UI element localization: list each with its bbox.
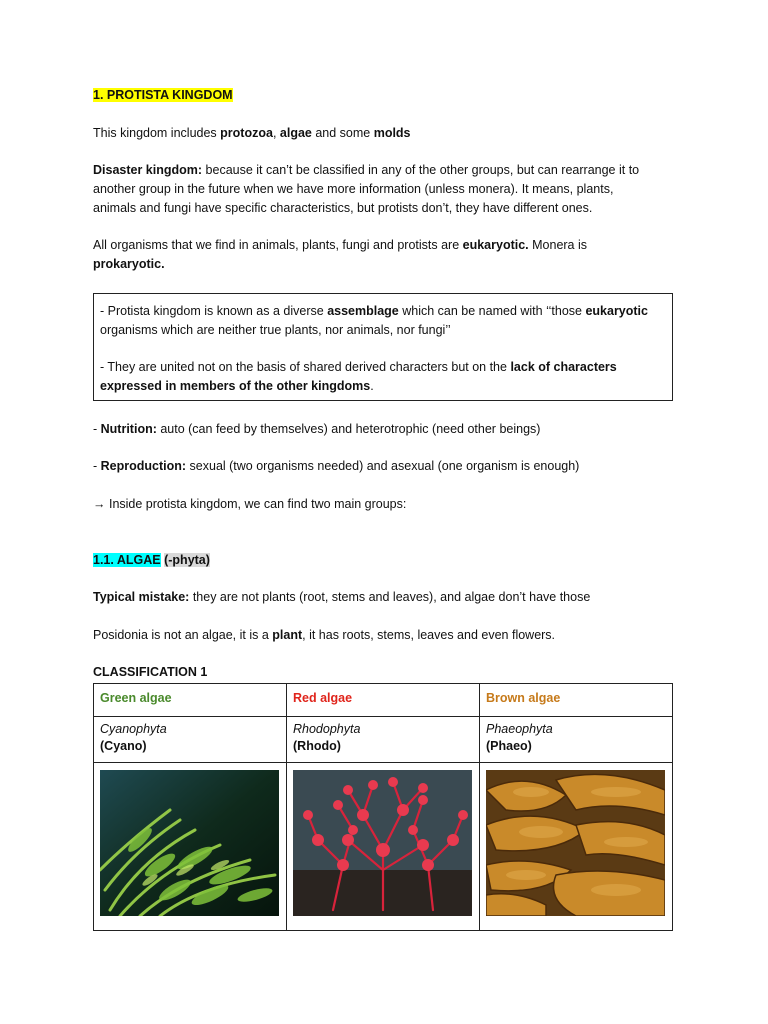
dash: - xyxy=(93,422,101,436)
bold-term-plant: plant xyxy=(272,628,303,642)
brown-algae-image-cell xyxy=(480,763,673,931)
bold-label: Disaster kingdom: xyxy=(93,163,203,177)
table-names-row xyxy=(94,717,673,763)
section-heading-text: 1. PROTISTA KINGDOM xyxy=(93,88,233,102)
bold-term-assemblage: assemblage xyxy=(327,304,399,318)
eukaryotic-paragraph xyxy=(93,236,675,274)
bold-label: Nutrition: xyxy=(100,422,157,436)
intro-paragraph xyxy=(93,124,411,143)
short-name: (Phaeo) xyxy=(486,739,532,753)
brown-algae-header: Brown algae xyxy=(480,684,673,717)
text-run: sexual (two organisms needed) and asexual (one organism is enough) xyxy=(186,459,580,473)
bold-term-algae: algae xyxy=(279,126,312,140)
green-algae-image-cell xyxy=(94,763,287,931)
text-run: . xyxy=(370,379,374,393)
bold-term: lack of characters xyxy=(510,360,617,374)
disaster-kingdom-paragraph xyxy=(93,161,675,218)
text-run: - They are united not on the basis of shared derived characters but on the xyxy=(100,360,511,374)
classification-title xyxy=(93,663,207,682)
typical-mistake-line xyxy=(93,588,590,607)
brown-algae-photo xyxy=(486,770,665,916)
dash: - xyxy=(93,459,101,473)
reproduction-line xyxy=(93,457,579,476)
subsection-heading xyxy=(93,551,210,570)
latin-name: Phaeophyta xyxy=(486,722,553,736)
subsection-suffix: (-phyta) xyxy=(164,553,210,567)
classification-table xyxy=(93,683,673,931)
green-algae-header: Green algae xyxy=(94,684,287,717)
short-name: (Cyano) xyxy=(100,739,147,753)
red-algae-photo xyxy=(293,770,472,916)
text-run: auto (can feed by themselves) and heterotrophic (need other beings) xyxy=(156,422,541,436)
table-header-row xyxy=(94,684,673,717)
text-run: Posidonia is not an algae, it is a xyxy=(93,628,273,642)
text-run: organisms which are neither true plants, nor animals, nor fungi’’ xyxy=(100,323,451,337)
text-run: - Protista kingdom is known as a diverse xyxy=(100,304,328,318)
text-run: All organisms that we find in animals, plants, fungi and protists are xyxy=(93,238,463,252)
text-run: This kingdom includes xyxy=(93,126,221,140)
text-run: , it has roots, stems, leaves and even flowers. xyxy=(302,628,556,642)
text-run: they are not plants (root, stems and leaves), and algae don’t have those xyxy=(189,590,591,604)
latin-name: Cyanophyta xyxy=(100,722,167,736)
bold-label: Reproduction: xyxy=(100,459,187,473)
bold-term-prokaryotic: prokaryotic. xyxy=(93,257,165,271)
posidonia-line xyxy=(93,626,555,645)
brown-algae-names xyxy=(480,717,673,763)
box-paragraph-2 xyxy=(100,358,666,396)
definition-box xyxy=(93,293,673,401)
table-images-row xyxy=(94,763,673,931)
subsection-heading-text: 1.1. ALGAE xyxy=(93,553,161,567)
green-algae-photo xyxy=(100,770,279,916)
latin-name: Rhodophyta xyxy=(293,722,361,736)
bold-term-protozoa: protozoa xyxy=(220,126,273,140)
text-run: which can be named with ‘‘those xyxy=(398,304,586,318)
green-algae-names xyxy=(94,717,287,763)
red-algae-names xyxy=(287,717,480,763)
text-run: and some xyxy=(311,126,374,140)
bold-term-molds: molds xyxy=(373,126,411,140)
bold-label: Typical mistake: xyxy=(93,590,190,604)
text-line: another group in the future when we have more information (unless monera). It means, plants, xyxy=(93,182,614,196)
nutrition-line xyxy=(93,420,540,439)
bold-term: expressed in members of the other kingdoms xyxy=(100,379,371,393)
bold-term-eukaryotic: eukaryotic xyxy=(585,304,648,318)
box-paragraph-1 xyxy=(100,302,666,340)
classification-title-text: CLASSIFICATION 1 xyxy=(93,665,208,679)
red-algae-header: Red algae xyxy=(287,684,480,717)
short-name: (Rhodo) xyxy=(293,739,341,753)
section-heading xyxy=(93,86,233,105)
bold-term-eukaryotic: eukaryotic. xyxy=(462,238,529,252)
arrow-line: → Inside protista kingdom, we can find two main groups: xyxy=(93,497,407,511)
text-run: because it can’t be classified in any of the other groups, but can rearrange it to xyxy=(202,163,640,177)
red-algae-image-cell xyxy=(287,763,480,931)
text-run: Monera is xyxy=(528,238,588,252)
text-line: animals and fungi have specific characteristics, but protists don’t, they have different ones. xyxy=(93,201,593,215)
text-run: , xyxy=(272,126,280,140)
